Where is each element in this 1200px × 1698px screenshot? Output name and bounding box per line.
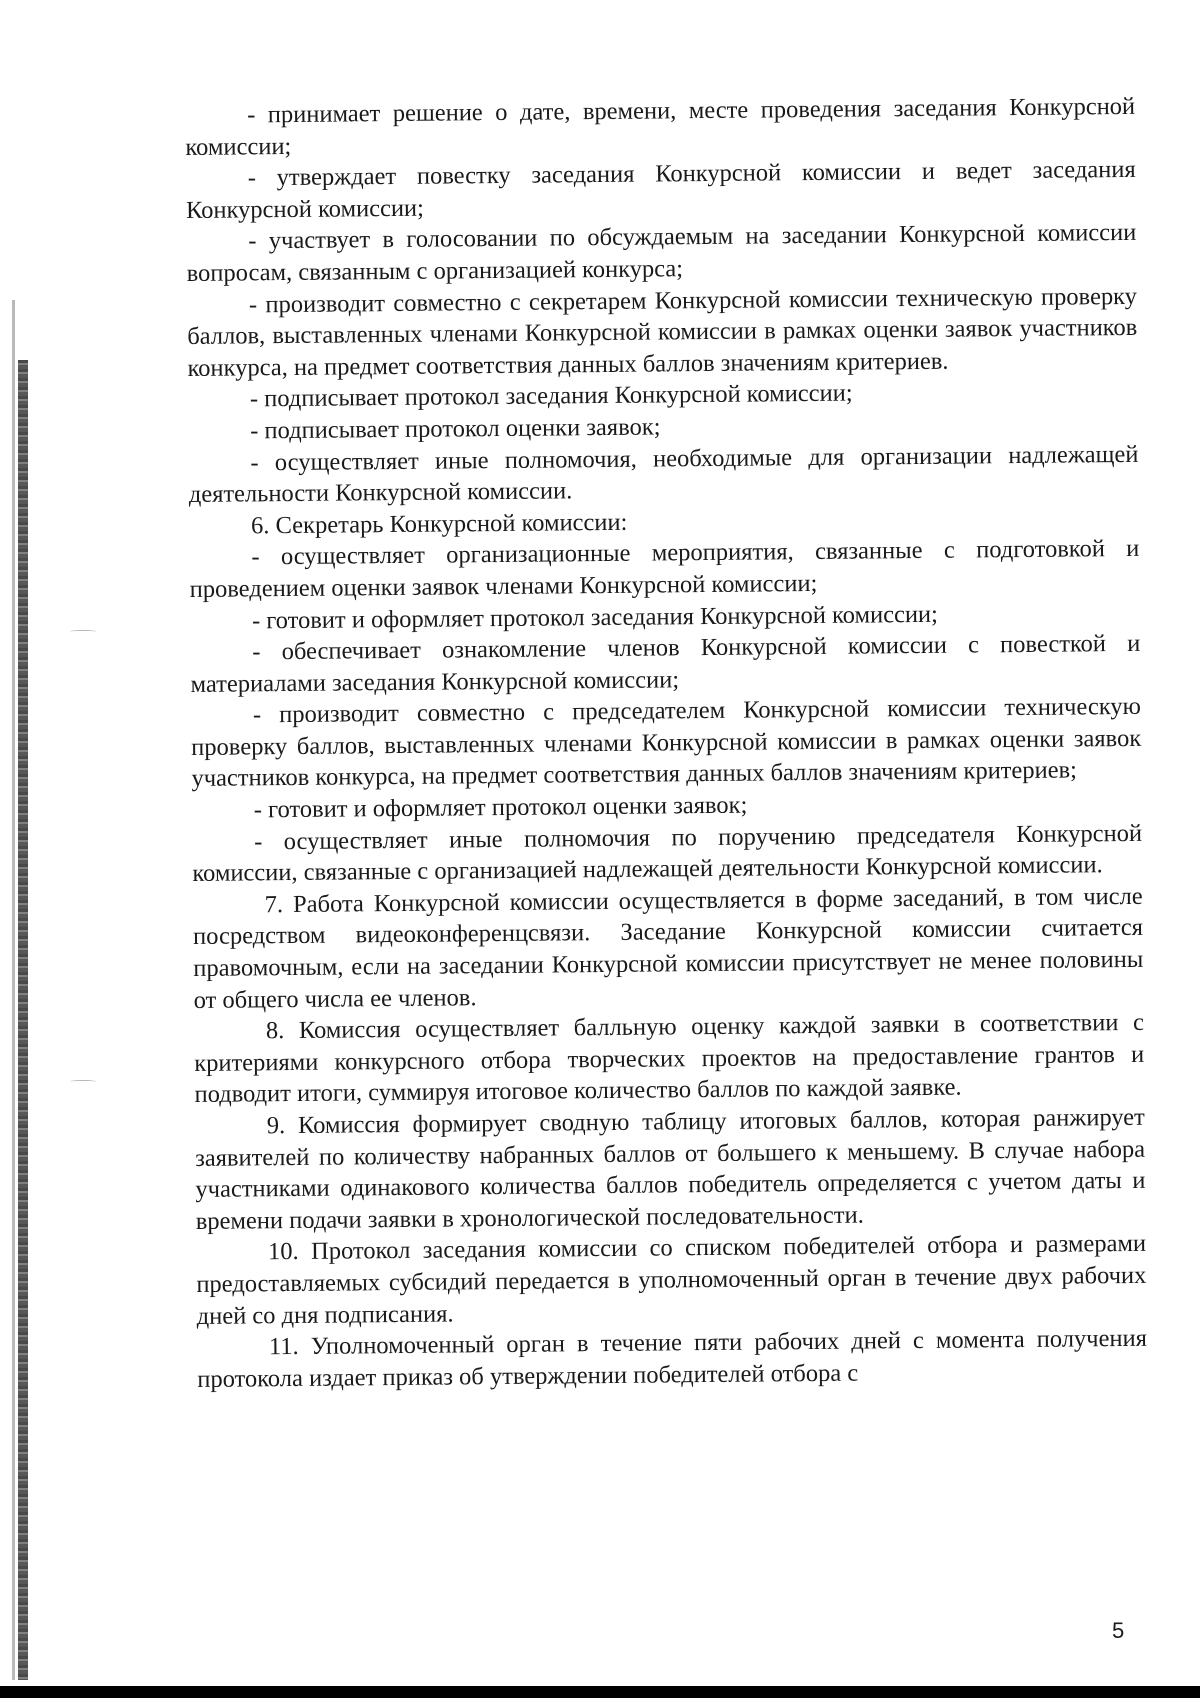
- paragraph-chairman-approves-agenda: - утверждает повестку заседания Конкурсной комиссии и ведет заседания Конкурсной комиссии;: [185, 156, 1136, 224]
- paragraph-secretary-prepares-assessment: - готовит и оформляет протокол оценки заявок;: [253, 791, 748, 824]
- scan-mark: [70, 1080, 96, 1083]
- paragraph-secretary-other-powers: - осуществляет иные полномочия по поручению председателя Конкурсной комиссии, связанные с организацией надлежащей деятельности Конкурсной комиссии.: [192, 819, 1143, 888]
- scan-binding-edge: [18, 360, 28, 1680]
- paragraph-secretary-prepares-minutes: - готовит и оформляет протокол заседания Конкурсной комиссии;: [251, 600, 939, 634]
- paragraph-10-protocol: 10. Протокол заседания комиссии со списком победителей отбора и размерами предоставляемых субсидий передается в уполномоченный орган в течение двух рабочих дней со дня подписания.: [196, 1230, 1147, 1330]
- paragraph-chairman-decides-date: - принимает решение о дате, времени, месте проведения заседания Конкурсной комиссии;: [185, 92, 1136, 161]
- document-body: [185, 91, 1147, 1395]
- scan-mark: [70, 630, 96, 633]
- paragraph-8-scoring: 8. Комиссия осуществляет балльную оценку каждой заявки в соответствии с критериями конкурсного отбора творческих проектов на предоставление грантов и подводит итоги, суммируя итоговое количество баллов по каждой заявке.: [194, 1009, 1145, 1109]
- paragraph-chairman-signs-assessment: - подписывает протокол оценки заявок;: [250, 413, 661, 445]
- paragraph-7-meetings: 7. Работа Конкурсной комиссии осуществляется в форме заседаний, в том числе посредством видеоконференцсвязи. Заседание Конкурсной комиссии считается правомочным, если на заседании Конкурсной комиссии присутствует не менее половины от общего числа ее членов.: [192, 882, 1144, 1014]
- paragraph-secretary-informs-members: - обеспечивает ознакомление членов Конкурсной комиссии с повесткой и материалами заседания Конкурсной комиссии;: [190, 629, 1141, 698]
- page-number: 5: [1112, 1618, 1125, 1643]
- scan-bottom-border: [0, 1686, 1200, 1698]
- scan-edge-shadow: [12, 300, 15, 1680]
- paragraph-secretary-organizes: - осуществляет организационные мероприятия, связанные с подготовкой и проведением оценки заявок членами Конкурсной комиссии;: [189, 535, 1140, 603]
- paragraph-chairman-signs-minutes: - подписывает протокол заседания Конкурсной комиссии;: [249, 379, 853, 413]
- paragraph-secretary-heading: 6. Секретарь Конкурсной комиссии:: [250, 508, 628, 540]
- paragraph-chairman-checks-scores: - производит совместно с секретарем Конкурсной комиссии техническую проверку баллов, выставленных членами Конкурсной комиссии в рамках оценки заявок участников конкурса, на предмет соответствия данных баллов значениям критериев.: [187, 282, 1138, 382]
- paragraph-chairman-other-powers: - осуществляет иные полномочия, необходимые для организации надлежащей деятельности Конкурсной комиссии.: [188, 440, 1139, 509]
- paragraph-11-order: 11. Уполномоченный орган в течение пяти рабочих дней с момента получения протокола издает приказ об утверждении победителей отбора с: [197, 1324, 1148, 1393]
- paragraph-chairman-votes: - участвует в голосовании по обсуждаемым на заседании Конкурсной комиссии вопросам, связанным с организацией конкурса;: [186, 219, 1137, 287]
- paragraph-9-ranking: 9. Комиссия формирует сводную таблицу итоговых баллов, которая ранжирует заявителей по количеству набранных баллов от большего к меньшему. В случае набора участниками одинакового количества баллов победитель определяется с учетом даты и времени подачи заявки в хронологической последовательности.: [195, 1103, 1146, 1235]
- paragraph-secretary-checks-scores: - производит совместно с председателем Конкурсной комиссии техническую проверку баллов, выставленных членами Конкурсной комиссии в рамках оценки заявок участников конкурса, на предмет соответствия данных баллов значениям критериев;: [191, 693, 1142, 793]
